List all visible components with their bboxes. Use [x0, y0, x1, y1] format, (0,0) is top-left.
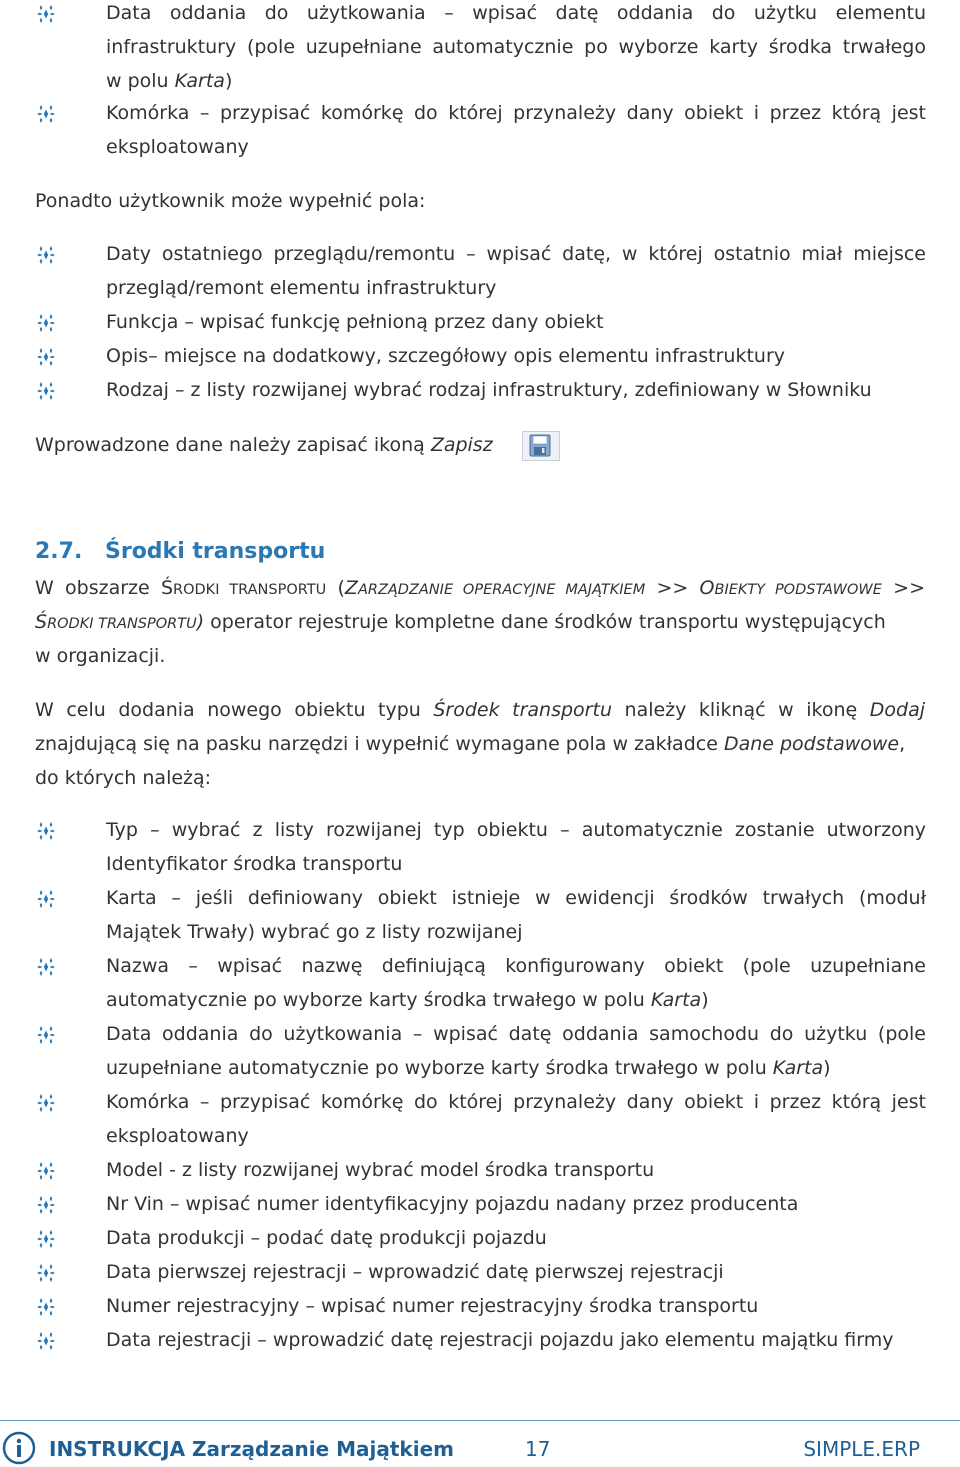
list-item-line: Opis– miejsce na dodatkowy, szczegółowy opis elementu infrastruktury — [106, 345, 785, 367]
list-item-line: automatycznie po wyborze karty środka trwałego w polu Karta) — [106, 989, 709, 1011]
section-number: 2.7. — [35, 539, 83, 564]
diamond-bullet-icon — [37, 1332, 55, 1350]
section-title: Środki transportu — [105, 539, 326, 564]
list-item-line: eksploatowany — [106, 1125, 249, 1147]
list-item-line: Data produkcji – podać datę produkcji pojazdu — [106, 1227, 547, 1249]
diamond-bullet-icon — [37, 382, 55, 400]
list-item-line: Identyfikator środka transportu — [106, 853, 403, 875]
paragraph-line: W celu dodania nowego obiektu typu Środek transportu należy kliknąć w ikonę Dodaj — [35, 699, 925, 721]
list-item-line: infrastruktury (pole uzupełniane automatycznie po wyborze karty środka trwałego — [106, 36, 926, 58]
list-item-line: uzupełniane automatycznie po wyborze karty środka trwałego w polu Karta) — [106, 1057, 831, 1079]
list-item-line: Data pierwszej rejestracji – wprowadzić datę pierwszej rejestracji — [106, 1261, 724, 1283]
paragraph-line: ŚRODKI TRANSPORTU) operator rejestruje kompletne dane środków transportu występujących — [35, 611, 886, 633]
list-item-line: Typ – wybrać z listy rozwijanej typ obiektu – automatycznie zostanie utworzony — [106, 819, 926, 841]
diamond-bullet-icon — [37, 1026, 55, 1044]
save-icon — [522, 431, 560, 461]
diamond-bullet-icon — [37, 890, 55, 908]
list-item-line: Data rejestracji – wprowadzić datę rejestracji pojazdu jako elementu majątku firmy — [106, 1329, 894, 1351]
list-item-line: Model - z listy rozwijanej wybrać model środka transportu — [106, 1159, 655, 1181]
intro-paragraph: Ponadto użytkownik może wypełnić pola: — [35, 190, 426, 212]
diamond-bullet-icon — [37, 822, 55, 840]
diamond-bullet-icon — [37, 1298, 55, 1316]
list-item-line: Rodzaj – z listy rozwijanej wybrać rodzaj infrastruktury, zdefiniowany w Słowniku — [106, 379, 872, 401]
diamond-bullet-icon — [37, 348, 55, 366]
list-item-line: Karta – jeśli definiowany obiekt istnieje w ewidencji środków trwałych (moduł — [106, 887, 926, 909]
diamond-bullet-icon — [37, 958, 55, 976]
paragraph-line: do których należą: — [35, 767, 212, 789]
diamond-bullet-icon — [37, 1094, 55, 1112]
list-item-line: Daty ostatniego przeglądu/remontu – wpisać datę, w której ostatnio miał miejsce — [106, 243, 926, 265]
list-item-line: Nr Vin – wpisać numer identyfikacyjny pojazdu nadany przez producenta — [106, 1193, 799, 1215]
section-heading — [35, 537, 325, 567]
list-item-line: Data oddania do użytkowania – wpisać datę oddania do użytku elementu — [106, 2, 926, 24]
list-item-line: Majątek Trwały) wybrać go z listy rozwijanej — [106, 921, 523, 943]
list-item-line: Nazwa – wpisać nazwę definiującą konfigurowany obiekt (pole uzupełniane — [106, 955, 926, 977]
list-item-line: Komórka – przypisać komórkę do której przynależy dany obiekt i przez którą jest — [106, 1091, 926, 1113]
paragraph-line: w organizacji. — [35, 645, 166, 667]
info-icon — [2, 1431, 36, 1465]
diamond-bullet-icon — [37, 1230, 55, 1248]
field-name: Karta — [174, 70, 225, 92]
list-item-line: Numer rejestracyjny – wpisać numer rejestracyjny środka transportu — [106, 1295, 759, 1317]
list-item-line: Funkcja – wpisać funkcję pełnioną przez dany obiekt — [106, 311, 604, 333]
list-item-line: w polu Karta) — [106, 70, 233, 92]
list-item-line: eksploatowany — [106, 136, 249, 158]
list-item-line: Komórka – przypisać komórkę do której przynależy dany obiekt i przez którą jest — [106, 102, 926, 124]
paragraph-line: znajdującą się na pasku narzędzi i wypełnić wymagane pola w zakładce Dane podstawowe, — [35, 733, 906, 755]
diamond-bullet-icon — [37, 5, 55, 23]
save-label: Zapisz — [430, 434, 493, 456]
list-item-line: Data oddania do użytkowania – wpisać datę oddania samochodu do użytku (pole — [106, 1023, 926, 1045]
footer-title: INSTRUKCJA Zarządzanie Majątkiem — [49, 1437, 454, 1461]
save-note: Wprowadzone dane należy zapisać ikoną Zapisz — [35, 434, 493, 456]
diamond-bullet-icon — [37, 314, 55, 332]
footer-brand: SIMPLE.ERP — [803, 1437, 920, 1461]
diamond-bullet-icon — [37, 1196, 55, 1214]
diamond-bullet-icon — [37, 105, 55, 123]
diamond-bullet-icon — [37, 246, 55, 264]
list-item-line: przegląd/remont elementu infrastruktury — [106, 277, 497, 299]
page-number: 17 — [525, 1437, 551, 1461]
diamond-bullet-icon — [37, 1162, 55, 1180]
diamond-bullet-icon — [37, 1264, 55, 1282]
paragraph-line: W obszarze ŚRODKI TRANSPORTU (ZARZĄDZANIE OPERACYJNE MAJĄTKIEM >> OBIEKTY PODSTAWOWE >> — [35, 577, 926, 599]
footer-divider — [0, 1420, 960, 1421]
